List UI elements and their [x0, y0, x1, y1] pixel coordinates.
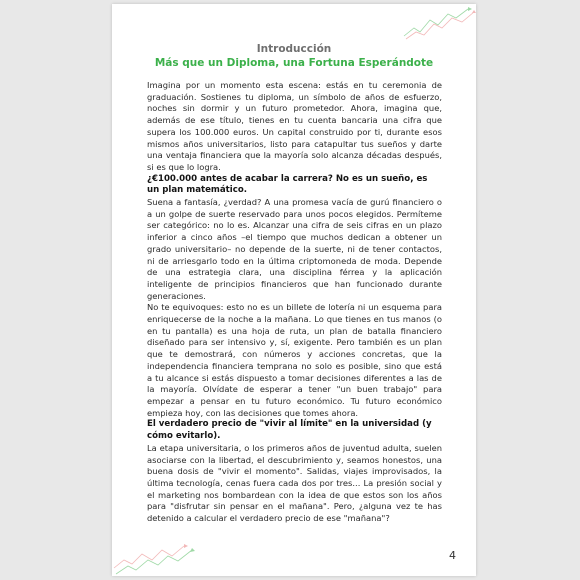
paragraph-4: La etapa universitaria, o los primeros años de juventud adulta, suelen asociarse con la libertad, el descubrimiento y, seamos honestos, una buena dosis de "vivir el momento". Salidas, viajes improvisados, la última tecnología, cenas fuera cada dos por tres... La presión social y el marketing nos bombardean con la idea de que estos son los años para "disfrutar sin pensar en el mañana". Pero, ¿alguna vez te has detenido a calcular el verdadero precio de ese "mañana"? [147, 442, 442, 524]
body-text [147, 80, 442, 525]
paragraph-1: Imagina por un momento esta escena: estás en tu ceremonia de graduación. Sostienes tu diploma, un símbolo de años de esfuerzo, noches sin dormir y un futuro prometedor. Ahora, imagina que, además de ese título, tienes en tu cuenta bancaria una cifra que supera los 100.000 euros. Un capital construido por ti, durante esos mismos años universitarios, listo para catapultar tus sueños y darte una ventaja financiera que la mayoría solo alcanza décadas después, si es que lo logra. [147, 80, 442, 172]
chapter-header [112, 42, 476, 71]
chart-decoration-bottom [112, 540, 196, 576]
document-page [112, 4, 476, 576]
section-heading-2: El verdadero precio de "vivir al límite" en la universidad (y cómo evitarlo). [147, 419, 432, 442]
chart-decoration-top [402, 6, 476, 40]
paragraph-2: Suena a fantasía, ¿verdad? A una promesa vacía de gurú financiero o a un golpe de suerte reservado para unos pocos elegidos. Permíteme ser categórico: no lo es. Alcanzar una cifra de seis cifras en un plazo inferior a cinco años –el tiempo que muchos dedican a obtener un grado universitario– no depende de la suerte, ni de tener contactos, ni de arriesgarlo todo en la última criptomoneda de moda. Depende de una estrategia clara, una disciplina férrea y la aplicación inteligente de principios financieros que han funcionado durante generaciones. [147, 197, 442, 301]
chapter-title: Introducción [256, 43, 332, 55]
chapter-subtitle: Más que un Diploma, una Fortuna Esperándote [154, 57, 434, 69]
paragraph-3: No te equivoques: esto no es un billete de lotería ni un esquema para enriquecerse de la noche a la mañana. Lo que tienes en tus manos (o en tu pantalla) es una hoja de ruta, un plan de batalla financiero diseñado para ser intensivo y, sí, exigente. Pero también es un plan que te demostrará, con números y acciones concretas, que la independencia financiera temprana no solo es posible, sino que está a tu alcance si estás dispuesto a tomar decisiones diferentes a las de la mayoría. Olvídate de esperar a tener "un buen trabajo" para empezar a pensar en tu futuro económico. Tu futuro económico empieza hoy, con las decisiones que tomes ahora. [147, 302, 442, 418]
page-number: 4 [449, 549, 456, 562]
section-heading-1: ¿€100.000 antes de acabar la carrera? No es un sueño, es un plan matemático. [147, 173, 428, 196]
